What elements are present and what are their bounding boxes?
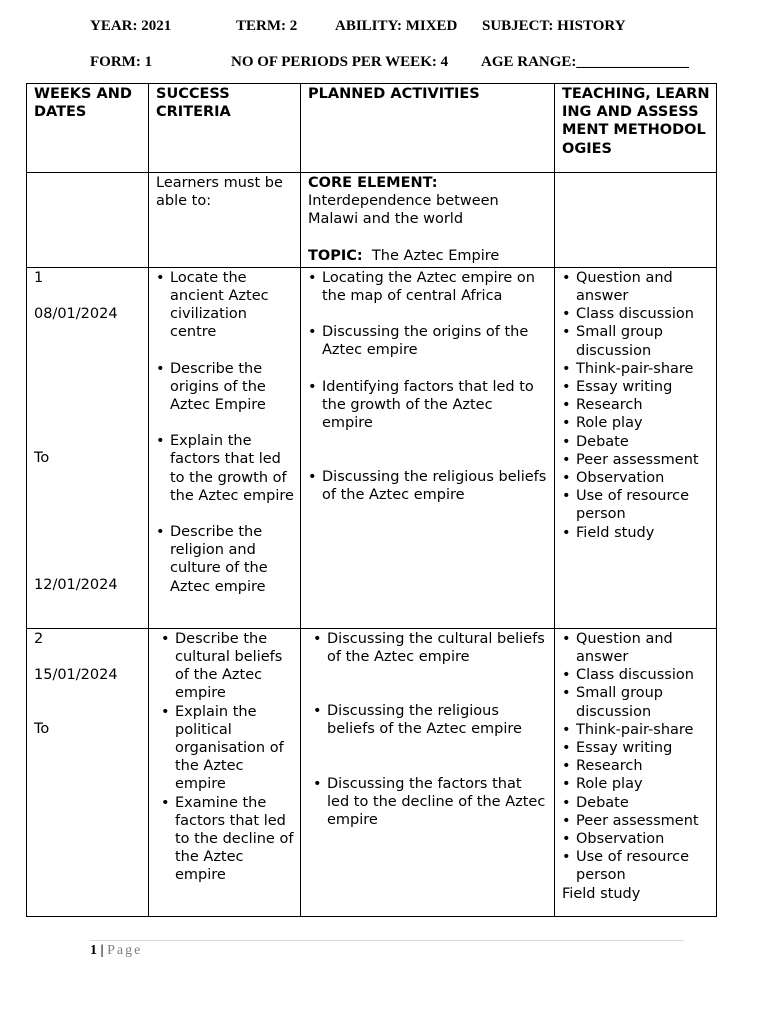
methods-cell: [555, 267, 717, 628]
list-item: • Describe the origins of the Aztec Empire: [156, 360, 294, 415]
list-item: • Use of resource person: [562, 848, 710, 884]
list-item: • Class discussion: [562, 666, 710, 684]
table-row: [27, 267, 717, 628]
core-element-text: Interdependence between Malawi and the world: [308, 193, 499, 228]
methods-cell: [555, 628, 717, 916]
form-label: FORM: 1: [90, 54, 153, 70]
list-item: • Explain the factors that led to the growth of the Aztec empire: [156, 432, 294, 505]
list-item: • Field study: [562, 524, 710, 542]
intro-methods-cell: [555, 173, 717, 268]
list-item: • Use of resource person: [562, 487, 710, 523]
table-header-row: [27, 84, 717, 173]
methods-tail-text: Field study: [562, 885, 641, 902]
week-number: 1: [34, 269, 44, 286]
topic-label: TOPIC:: [308, 247, 363, 264]
page-separator: |: [97, 943, 108, 958]
list-item: • Debate: [562, 794, 710, 812]
list-item: • Discussing the factors that led to the decline of the Aztec empire: [313, 775, 548, 830]
col-header-methods: TEACHING, LEARNING AND ASSESSMENT METHODOLOGIES: [555, 84, 717, 173]
col-header-weeks: WEEKS AND DATES: [27, 84, 149, 173]
list-item: • Observation: [562, 830, 710, 848]
list-item: • Locating the Aztec empire on the map of central Africa: [308, 269, 548, 305]
list-item: • Essay writing: [562, 378, 710, 396]
criteria-intro-text: Learners must be able to:: [156, 175, 283, 210]
col-header-criteria: SUCCESS CRITERIA: [149, 84, 301, 173]
list-item: • Debate: [562, 433, 710, 451]
list-item: • Observation: [562, 469, 710, 487]
list-item: • Discussing the religious beliefs of the Aztec empire: [308, 468, 548, 504]
list-item: • Essay writing: [562, 739, 710, 757]
subject-label: SUBJECT: HISTORY: [482, 18, 626, 34]
list-item: • Role play: [562, 414, 710, 432]
intro-criteria-cell: [149, 173, 301, 268]
list-item: • Peer assessment: [562, 451, 710, 469]
page-label: Page: [107, 943, 143, 958]
list-item: • Describe the cultural beliefs of the Aztec empire: [161, 630, 294, 703]
ability-label: ABILITY: MIXED: [335, 18, 458, 34]
criteria-cell: [149, 628, 301, 916]
core-element-label: CORE ELEMENT:: [308, 175, 438, 191]
criteria-cell: [149, 267, 301, 628]
week-start-date: 08/01/2024: [34, 306, 118, 323]
list-item: • Small group discussion: [562, 323, 710, 359]
topic-text: The Aztec Empire: [371, 247, 500, 264]
week-start-date: 15/01/2024: [34, 667, 118, 684]
intro-activities-cell: [301, 173, 555, 268]
list-item: • Think-pair-share: [562, 721, 710, 739]
list-item: • Discussing the religious beliefs of the Aztec empire: [313, 702, 548, 738]
activities-cell: [301, 628, 555, 916]
periods-label: NO OF PERIODS PER WEEK: 4: [231, 54, 449, 70]
list-item: • Discussing the origins of the Aztec empire: [308, 323, 548, 359]
list-item: • Peer assessment: [562, 812, 710, 830]
list-item: • Research: [562, 396, 710, 414]
week-cell: [27, 267, 149, 628]
week-cell: [27, 628, 149, 916]
week-end-date: 12/01/2024: [34, 576, 118, 593]
activities-cell: [301, 267, 555, 628]
intro-weeks-cell: [27, 173, 149, 268]
list-item: • Identifying factors that led to the growth of the Aztec empire: [308, 378, 548, 433]
week-number: 2: [34, 630, 44, 647]
year-label: YEAR: 2021: [90, 18, 172, 34]
week-to-label: To: [34, 721, 50, 738]
list-item: • Examine the factors that led to the decline of the Aztec empire: [161, 794, 294, 885]
list-item: • Research: [562, 757, 710, 775]
col-header-activities: PLANNED ACTIVITIES: [301, 84, 555, 173]
scheme-of-work-table: [26, 83, 717, 917]
list-item: • Question and answer: [562, 630, 710, 666]
list-item: • Question and answer: [562, 269, 710, 305]
table-row: [27, 628, 717, 916]
term-label: TERM: 2: [236, 18, 298, 34]
page-footer: [90, 943, 142, 959]
list-item: • Discussing the cultural beliefs of the Aztec empire: [313, 630, 548, 666]
list-item: • Describe the religion and culture of the Aztec empire: [156, 523, 294, 596]
list-item: • Explain the political organisation of the Aztec empire: [161, 703, 294, 794]
footer-divider: [90, 940, 684, 941]
intro-row: [27, 173, 717, 268]
list-item: • Locate the ancient Aztec civilization centre: [156, 269, 294, 342]
list-item: • Small group discussion: [562, 684, 710, 720]
list-item: • Think-pair-share: [562, 360, 710, 378]
list-item: • Class discussion: [562, 305, 710, 323]
week-to-label: To: [34, 449, 50, 466]
list-item: • Role play: [562, 775, 710, 793]
page-number: 1: [90, 943, 97, 958]
age-range-label: AGE RANGE:_______________: [481, 54, 689, 70]
